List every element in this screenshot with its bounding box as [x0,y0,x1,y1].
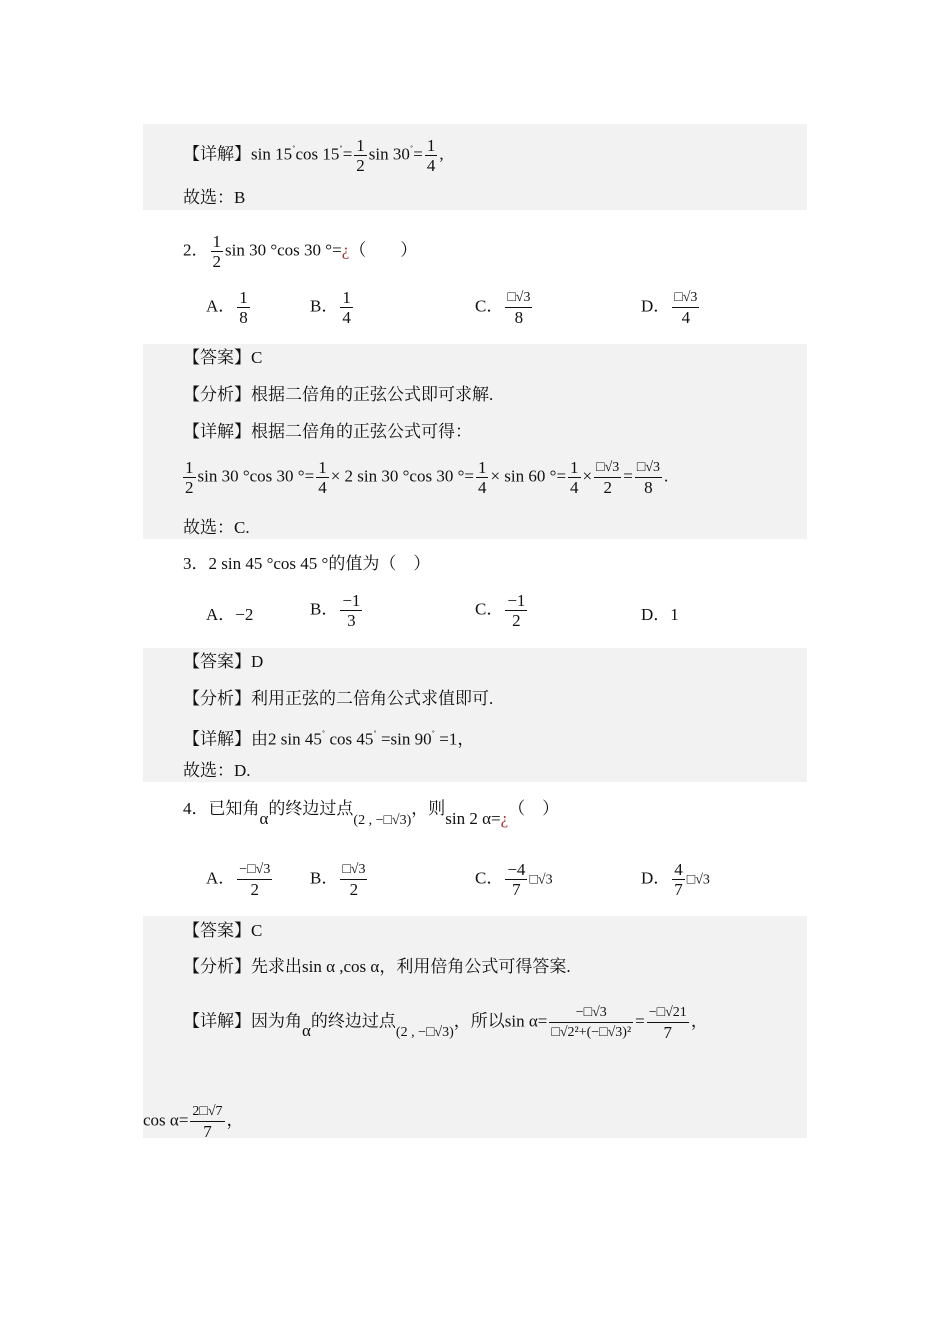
q3-analysis: 【分析】利用正弦的二倍角公式求值即可. [183,689,494,708]
q2-stem: 2． $\frac{1}{2}$ sin 30 °cos 30 °=¿（ ） [183,232,418,271]
q2-option-c[interactable]: C． $\frac{□√3}{8}$ [475,290,531,327]
q3-detail: 【详解】由2 sin 45˚ cos 45˚ =sin 90˚ =1， [183,729,475,749]
q3-answer: 【答案】D [183,652,264,671]
q4-answer: 【答案】C [183,921,263,940]
q2-answer: 【答案】C [183,348,263,367]
q4-analysis: 【分析】先求出sin α ,cos α，利用倍角公式可得答案. [183,957,571,976]
q4-option-a[interactable]: A． $\frac{-□√3}{2}$ [206,862,271,899]
fraction: $\frac{1}{2}$ [212,232,221,271]
q3-option-a[interactable]: A．−2 [206,605,254,624]
q4-stem: 4．已知角α的终边过点$_{(2 , -□√3)}$，则sin 2 α=¿（ ） [183,799,560,828]
q2-option-a[interactable]: A． $\frac{1}{8}$ [206,288,248,327]
fraction: $\frac{1}{4}$ [426,136,436,175]
detail-tag: 【详解】 [183,144,251,164]
q2-option-b[interactable]: B． $\frac{1}{4}$ [310,288,351,327]
q4-option-c[interactable]: C． $\frac{-4}{7}$ □√3 [475,860,553,899]
q2-detail: 【详解】根据二倍角的正弦公式可得： [183,422,472,441]
q3-option-c[interactable]: C． $\frac{-1}{2}$ [475,591,526,630]
q4-option-b[interactable]: B． $\frac{□√3}{2}$ [310,862,366,899]
q4-cos: cos α= $\frac{2□√7}{7}$ ， [143,1104,244,1141]
q2-analysis: 【分析】根据二倍角的正弦公式即可求解. [183,385,494,404]
q3-choice: 故选：D. [183,761,251,780]
q3-option-d[interactable]: D．1 [641,605,679,624]
q3-option-b[interactable]: B． $\frac{-1}{3}$ [310,591,361,630]
q3-stem: 3．2 sin 45 °cos 45 °的值为（ ） [183,554,431,573]
fraction: $\frac{1}{2}$ [356,136,365,175]
q2-work: $\frac{1}{2}$ sin 30 °cos 30 °= $\frac{1}{4}$ × 2 sin 30 °cos 30 °= $\frac{1}{4}$ × sin 60 °= $\frac{1}{4}$ × $\frac{□√3}{2}$ = $\frac{□√3}{8}$ . [185,458,669,497]
q1-choice: 故选：B [183,188,246,207]
q2-choice: 故选：C. [183,518,250,537]
q1-detail-line: 【详解】sin 15˚cos 15˚= $\frac{1}{2}$ sin 30˚= $\frac{1}{4}$ , [183,136,444,175]
q4-option-d[interactable]: D． $\frac{4}{7}$ □√3 [641,860,710,899]
q4-detail: 【详解】因为角α的终边过点$_{(2 , -□√3)}$，所以sin α= $\frac{-□√3}{\text{□√2²+(−□√3)²}}$ = $\frac{-□√21}{7}$ ， [183,1005,708,1042]
q2-option-d[interactable]: D． $\frac{□√3}{4}$ [641,290,698,327]
